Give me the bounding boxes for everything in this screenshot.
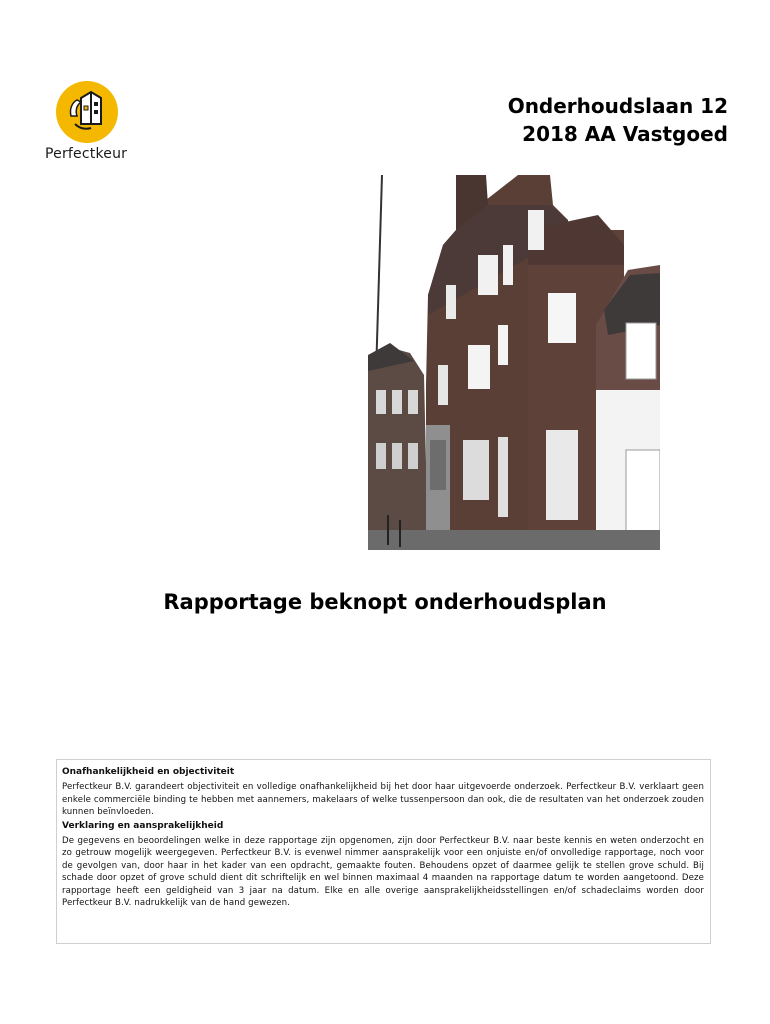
report-title: Rapportage beknopt onderhoudsplan <box>163 590 607 614</box>
address-block <box>508 92 728 148</box>
logo-wordmark: Perfectkeur <box>45 146 128 162</box>
liability-heading: Verklaring en aansprakelijkheid <box>62 820 224 831</box>
liability-text: De gegevens en beoordelingen welke in deze rapportage zijn opgenomen, zijn door Perfectkeur B.V. naar beste kennis en weten onderzocht en zo getrouw mogelijk weergegeven. Perfectkeur B.V. is evenwel nimmer aansprakelijk voor een onjuiste en/of onvolledige rapportage, noch voor de gevolgen van, door haar in het kader van een opdracht, gemaakte fouten. Behoudens opzet of daarmee gelijk te stellen grove schuld. Bij schade door opzet of grove schuld dient dit schriftelijk en wel binnen maximaal 4 maanden na rapportage datum te worden aangetoond. Deze rapportage heeft een geldigheid van 3 jaar na datum. Elke en alle overige aansprakelijkheidsstellingen en/of schadeclaims worden door Perfectkeur B.V. nadrukkelijk van de hand gewezen. <box>62 835 704 908</box>
perfectkeur-logo <box>45 78 138 168</box>
address-postal-city: 2018 AA Vastgoed <box>522 122 728 146</box>
house-hand-logo-icon <box>55 80 119 144</box>
independence-text: Perfectkeur B.V. garandeert objectiviteit en volledige onafhankelijkheid bij het door haar uitgevoerde onderzoek. Perfectkeur B.V. verklaart geen enkele commerciële binding te hebben met aannemers, makelaars of welke tussenpersoon dan ook, die de resultaten van het onderzoek zouden kunnen beïnvloeden. <box>62 782 704 817</box>
building-photo <box>368 175 660 550</box>
address-street: Onderhoudslaan 12 <box>507 94 728 118</box>
disclaimer-box <box>56 759 711 944</box>
independence-heading: Onafhankelijkheid en objectiviteit <box>62 767 235 777</box>
